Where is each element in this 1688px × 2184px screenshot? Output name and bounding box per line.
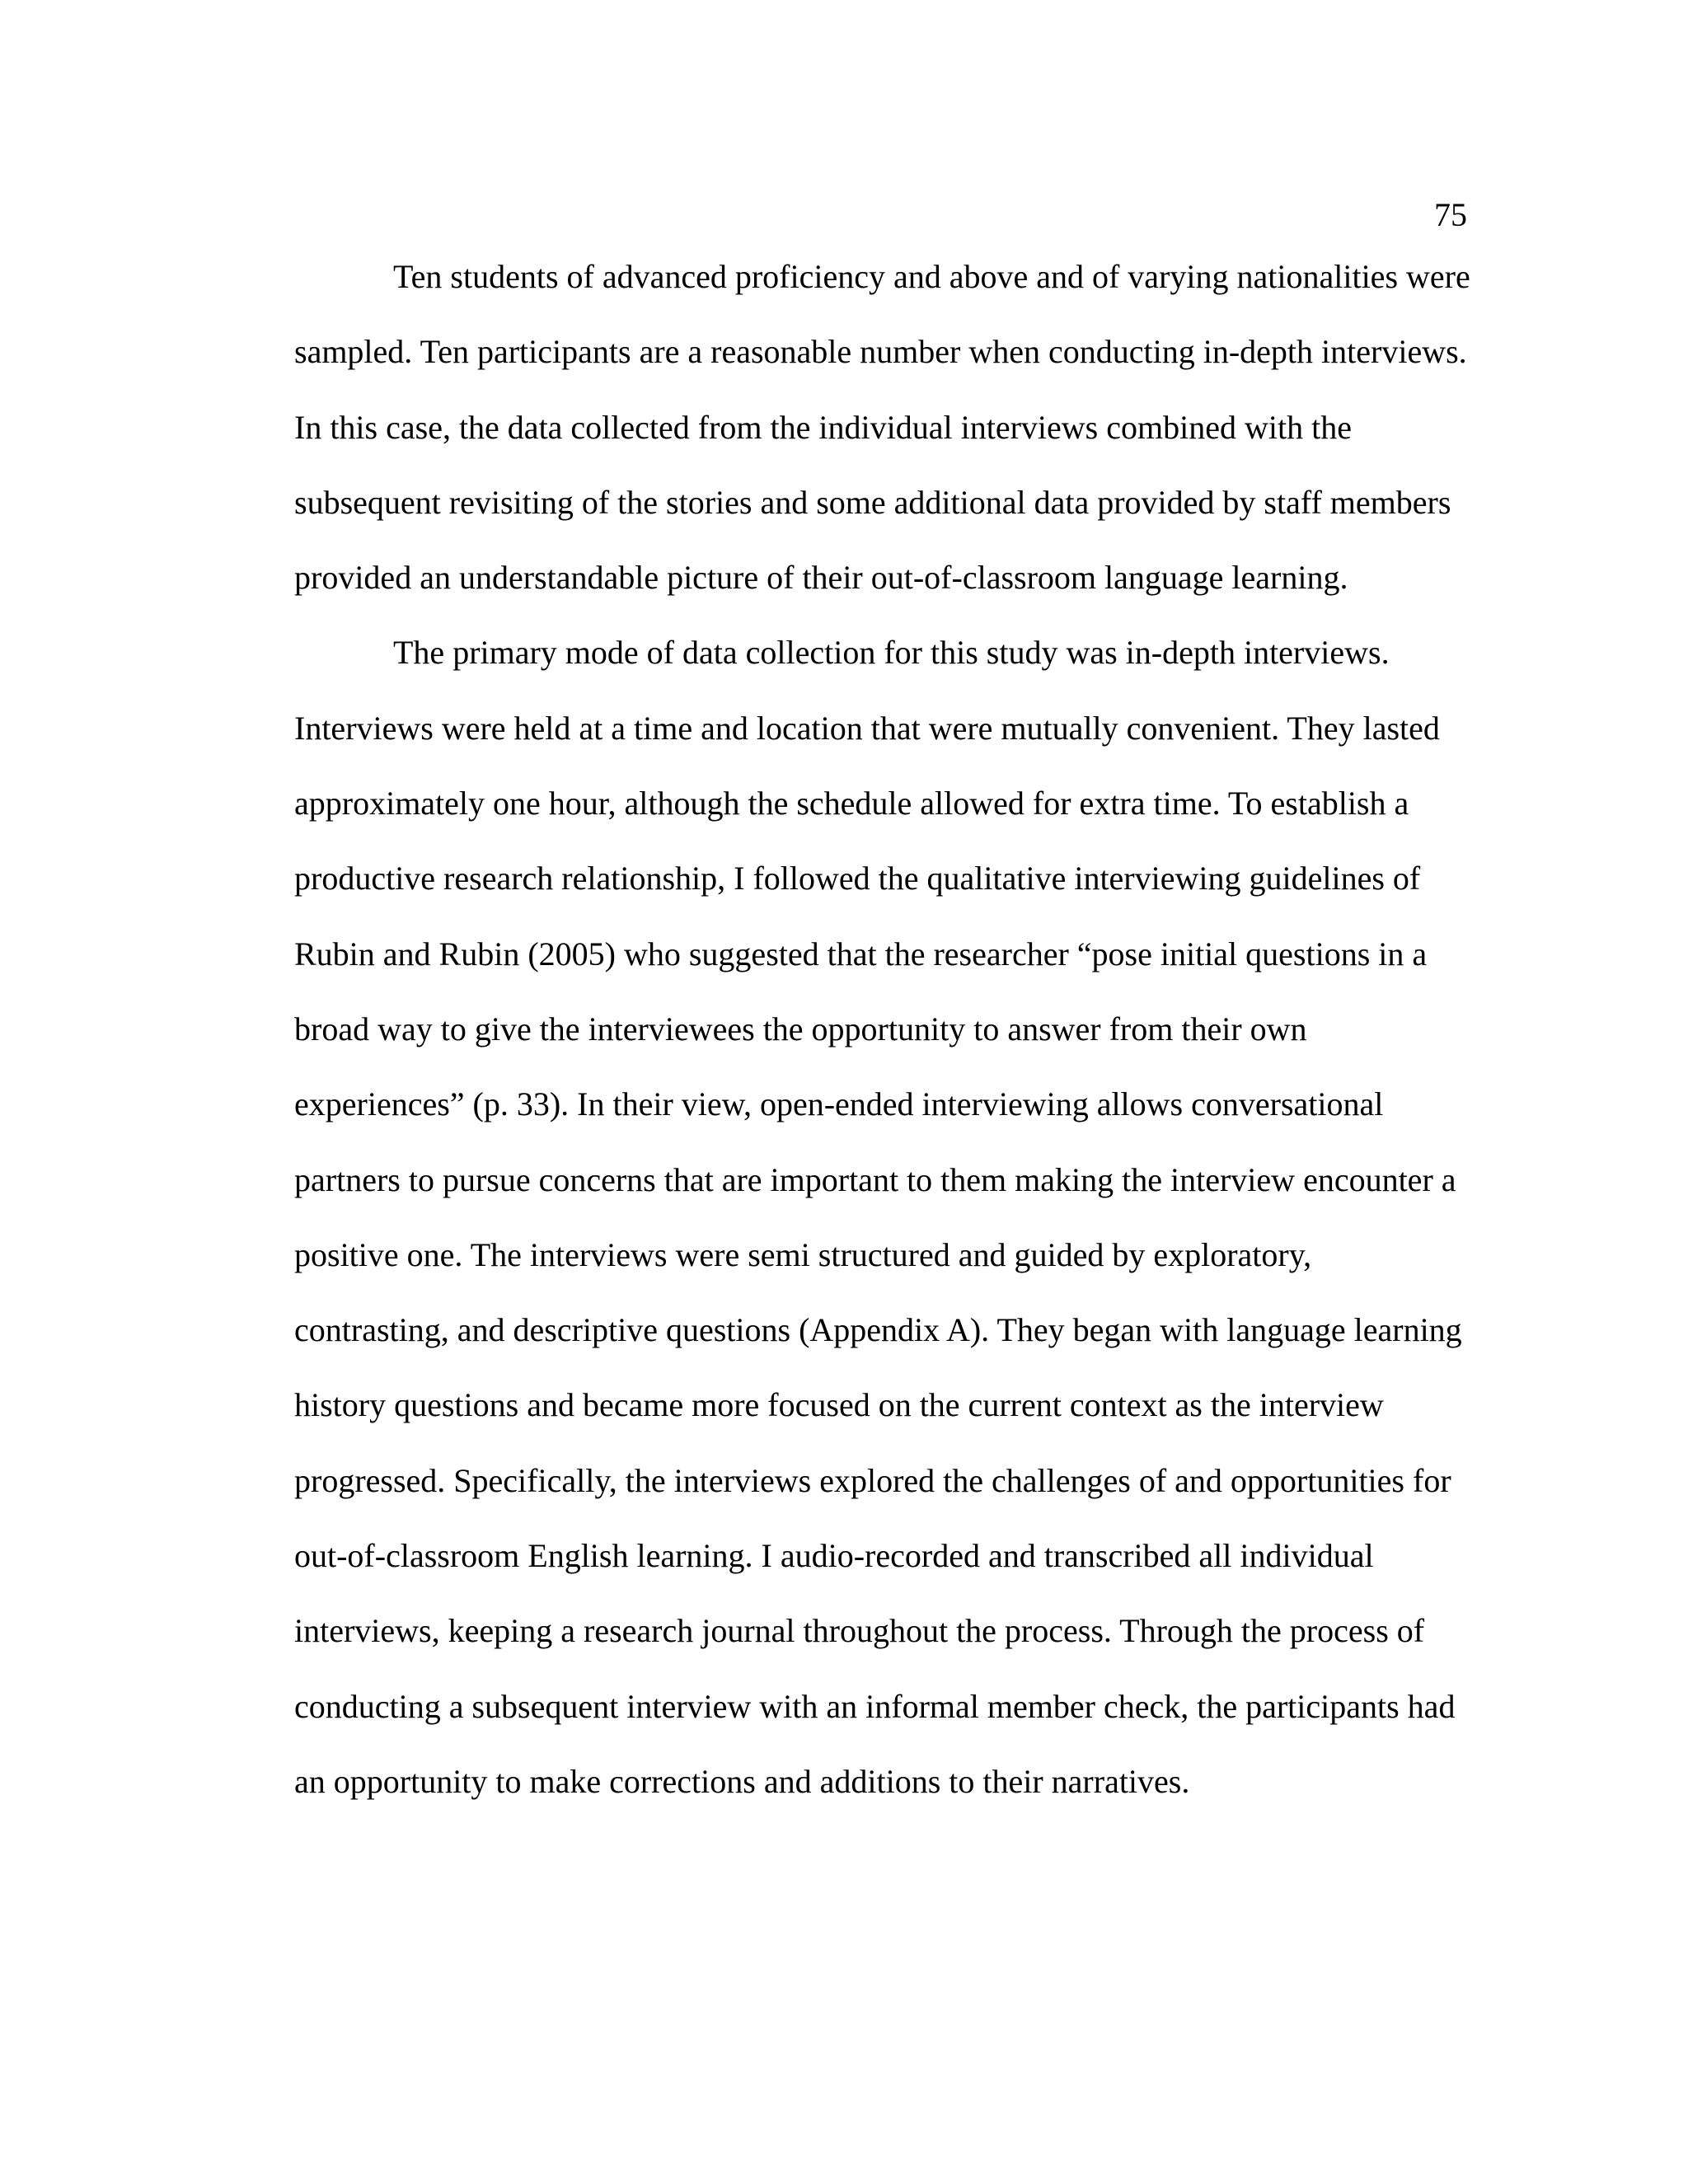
paragraph-2-line-12: progressed. Specifically, the interviews explored the challenges of and opportunities for: [294, 1461, 1451, 1499]
paragraph-2-line-3: approximately one hour, although the schedule allowed for extra time. To establish a: [294, 785, 1409, 823]
paragraph-1-line-3: In this case, the data collected from the individual interviews combined with the: [294, 408, 1352, 446]
paragraph-2-line-11: history questions and became more focused on the current context as the interview: [294, 1386, 1384, 1424]
paragraph-2-line-6: broad way to give the interviewees the opportunity to answer from their own: [294, 1010, 1307, 1047]
paragraph-2-line-1: The primary mode of data collection for this study was in-depth interviews.: [393, 634, 1390, 672]
paragraph-2-line-4: productive research relationship, I followed the qualitative interviewing guidelines of: [294, 860, 1421, 898]
paragraph-2-line-14: interviews, keeping a research journal throughout the process. Through the process of: [294, 1612, 1425, 1650]
paragraph-2-line-2: Interviews were held at a time and location that were mutually convenient. They lasted: [294, 709, 1440, 747]
paragraph-2-line-15: conducting a subsequent interview with an informal member check, the participants had: [294, 1687, 1456, 1725]
page-number: 75: [1434, 196, 1467, 233]
paragraph-2-line-8: partners to pursue concerns that are important to them making the interview encounter a: [294, 1160, 1456, 1198]
paragraph-1-line-5: provided an understandable picture of their out-of-classroom language learning.: [294, 559, 1348, 597]
paragraph-2-line-5: Rubin and Rubin (2005) who suggested that the researcher “pose initial questions in a: [294, 935, 1428, 972]
paragraph-2-line-10: contrasting, and descriptive questions (Appendix A). They began with language learning: [294, 1311, 1462, 1349]
paragraph-2-line-16: an opportunity to make corrections and additions to their narratives.: [294, 1762, 1190, 1800]
paragraph-1-line-2: sampled. Ten participants are a reasonable number when conducting in-depth interviews.: [294, 333, 1467, 371]
body-text: [294, 252, 1473, 1832]
paragraph-1-line-1: Ten students of advanced proficiency and above and of varying nationalities were: [393, 258, 1470, 295]
paragraph-2-line-9: positive one. The interviews were semi structured and guided by exploratory,: [294, 1235, 1312, 1273]
paragraph-2-line-7: experiences” (p. 33). In their view, open-ended interviewing allows conversational: [294, 1085, 1384, 1123]
paragraph-2-line-13: out-of-classroom English learning. I audio-recorded and transcribed all individual: [294, 1537, 1374, 1575]
paragraph-1-line-4: subsequent revisiting of the stories and some additional data provided by staff members: [294, 483, 1451, 521]
